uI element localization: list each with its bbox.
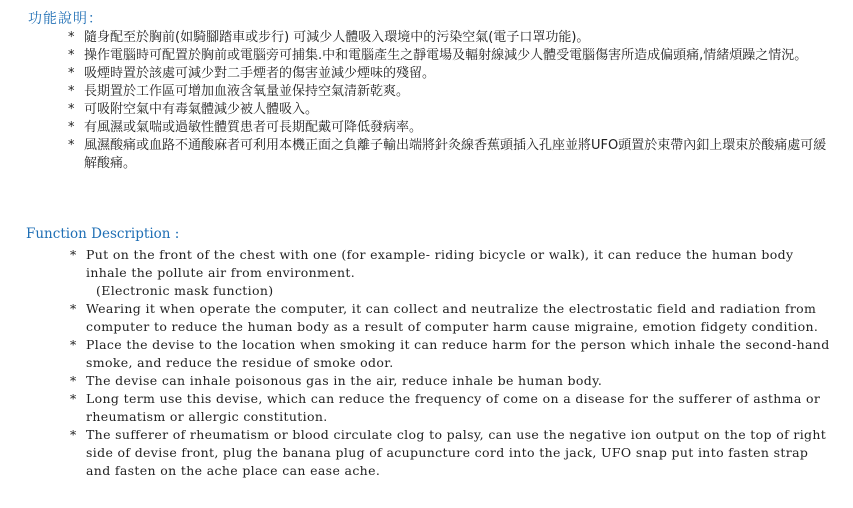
bullet-star: * — [70, 301, 77, 316]
list-item — [70, 426, 830, 480]
list-item — [68, 65, 838, 83]
list-item — [68, 101, 838, 119]
bullet-star: * — [68, 66, 75, 81]
list-item-text: 吸煙時置於該處可減少對二手煙者的傷害並減少煙味的殘留。 — [84, 66, 436, 81]
bullet-star: * — [70, 373, 77, 388]
list-item-text: Put on the front of the chest with one (for example- riding bicycle or walk), it can reduce the human body inhale the pollute air from environment. — [86, 247, 794, 280]
bullet-star: * — [70, 337, 77, 352]
electronic-mask-note: (Electronic mask function) — [96, 283, 274, 298]
chinese-section-title: 功能說明： — [28, 11, 103, 27]
list-item — [70, 390, 830, 426]
bullet-star: * — [68, 48, 75, 63]
bullet-star: * — [68, 30, 75, 45]
list-item — [68, 29, 838, 47]
list-item — [70, 246, 830, 300]
list-item-text: Place the devise to the location when smoking it can reduce harm for the person which inhale the second-hand smoke, and reduce the residue of smoke odor. — [86, 337, 830, 370]
list-item — [70, 372, 830, 390]
english-section-title: Function Description : — [26, 226, 180, 242]
bullet-star: * — [68, 84, 75, 99]
bullet-star: * — [70, 247, 77, 262]
english-feature-list — [70, 246, 830, 480]
bullet-star: * — [68, 102, 75, 117]
list-item-text: 隨身配至於胸前(如騎腳踏車或步行) 可減少人體吸入環境中的污染空氣(電子口罩功能)。 — [84, 30, 590, 45]
list-item-text: The sufferer of rheumatism or blood circulate clog to palsy, can use the negative ion output on the top of right side of devise front, plug the banana plug of acupuncture cord into the jack, UFO snap put into fasten strap and fasten on the ache place can ease ache. — [86, 427, 827, 478]
list-item-text: 操作電腦時可配置於胸前或電腦旁可捕集.中和電腦產生之靜電場及輻射線減少人體受電腦傷害所造成偏頭痛,情緒煩躁之情況。 — [84, 48, 808, 63]
list-item — [70, 336, 830, 372]
list-item — [68, 47, 838, 65]
list-item-text: 風濕酸痛或血路不通酸麻者可利用本機正面之負離子輸出端將針灸線香蕉頭插入孔座並將UFO頭置於束帶內釦上環束於酸痛處可緩解酸痛。 — [84, 138, 827, 171]
chinese-feature-list — [68, 29, 838, 173]
bullet-star: * — [68, 120, 75, 135]
list-item — [68, 137, 838, 173]
bullet-star: * — [70, 391, 77, 406]
list-item-text: 有風濕或氣喘或過敏性體質患者可長期配戴可降低發病率。 — [84, 120, 423, 135]
list-item-text: The devise can inhale poisonous gas in the air, reduce inhale be human body. — [86, 373, 603, 388]
bullet-star: * — [70, 427, 77, 442]
list-item — [68, 119, 838, 137]
bullet-star: * — [68, 138, 75, 153]
list-item-text: Long term use this devise, which can reduce the frequency of come on a disease for the sufferer of asthma or rheumatism or allergic constitution. — [86, 391, 821, 424]
list-item — [70, 300, 830, 336]
list-item-text: 長期置於工作區可增加血液含氧量並保持空氣清新乾爽。 — [84, 84, 410, 99]
list-item — [68, 83, 838, 101]
list-item-text: 可吸附空氣中有毒氣體減少被人體吸入。 — [84, 102, 319, 117]
list-item-text: Wearing it when operate the computer, it can collect and neutralize the electrostatic field and radiation from computer to reduce the human body as a result of computer harm cause migraine, emotion fidgety condition. — [86, 301, 819, 334]
